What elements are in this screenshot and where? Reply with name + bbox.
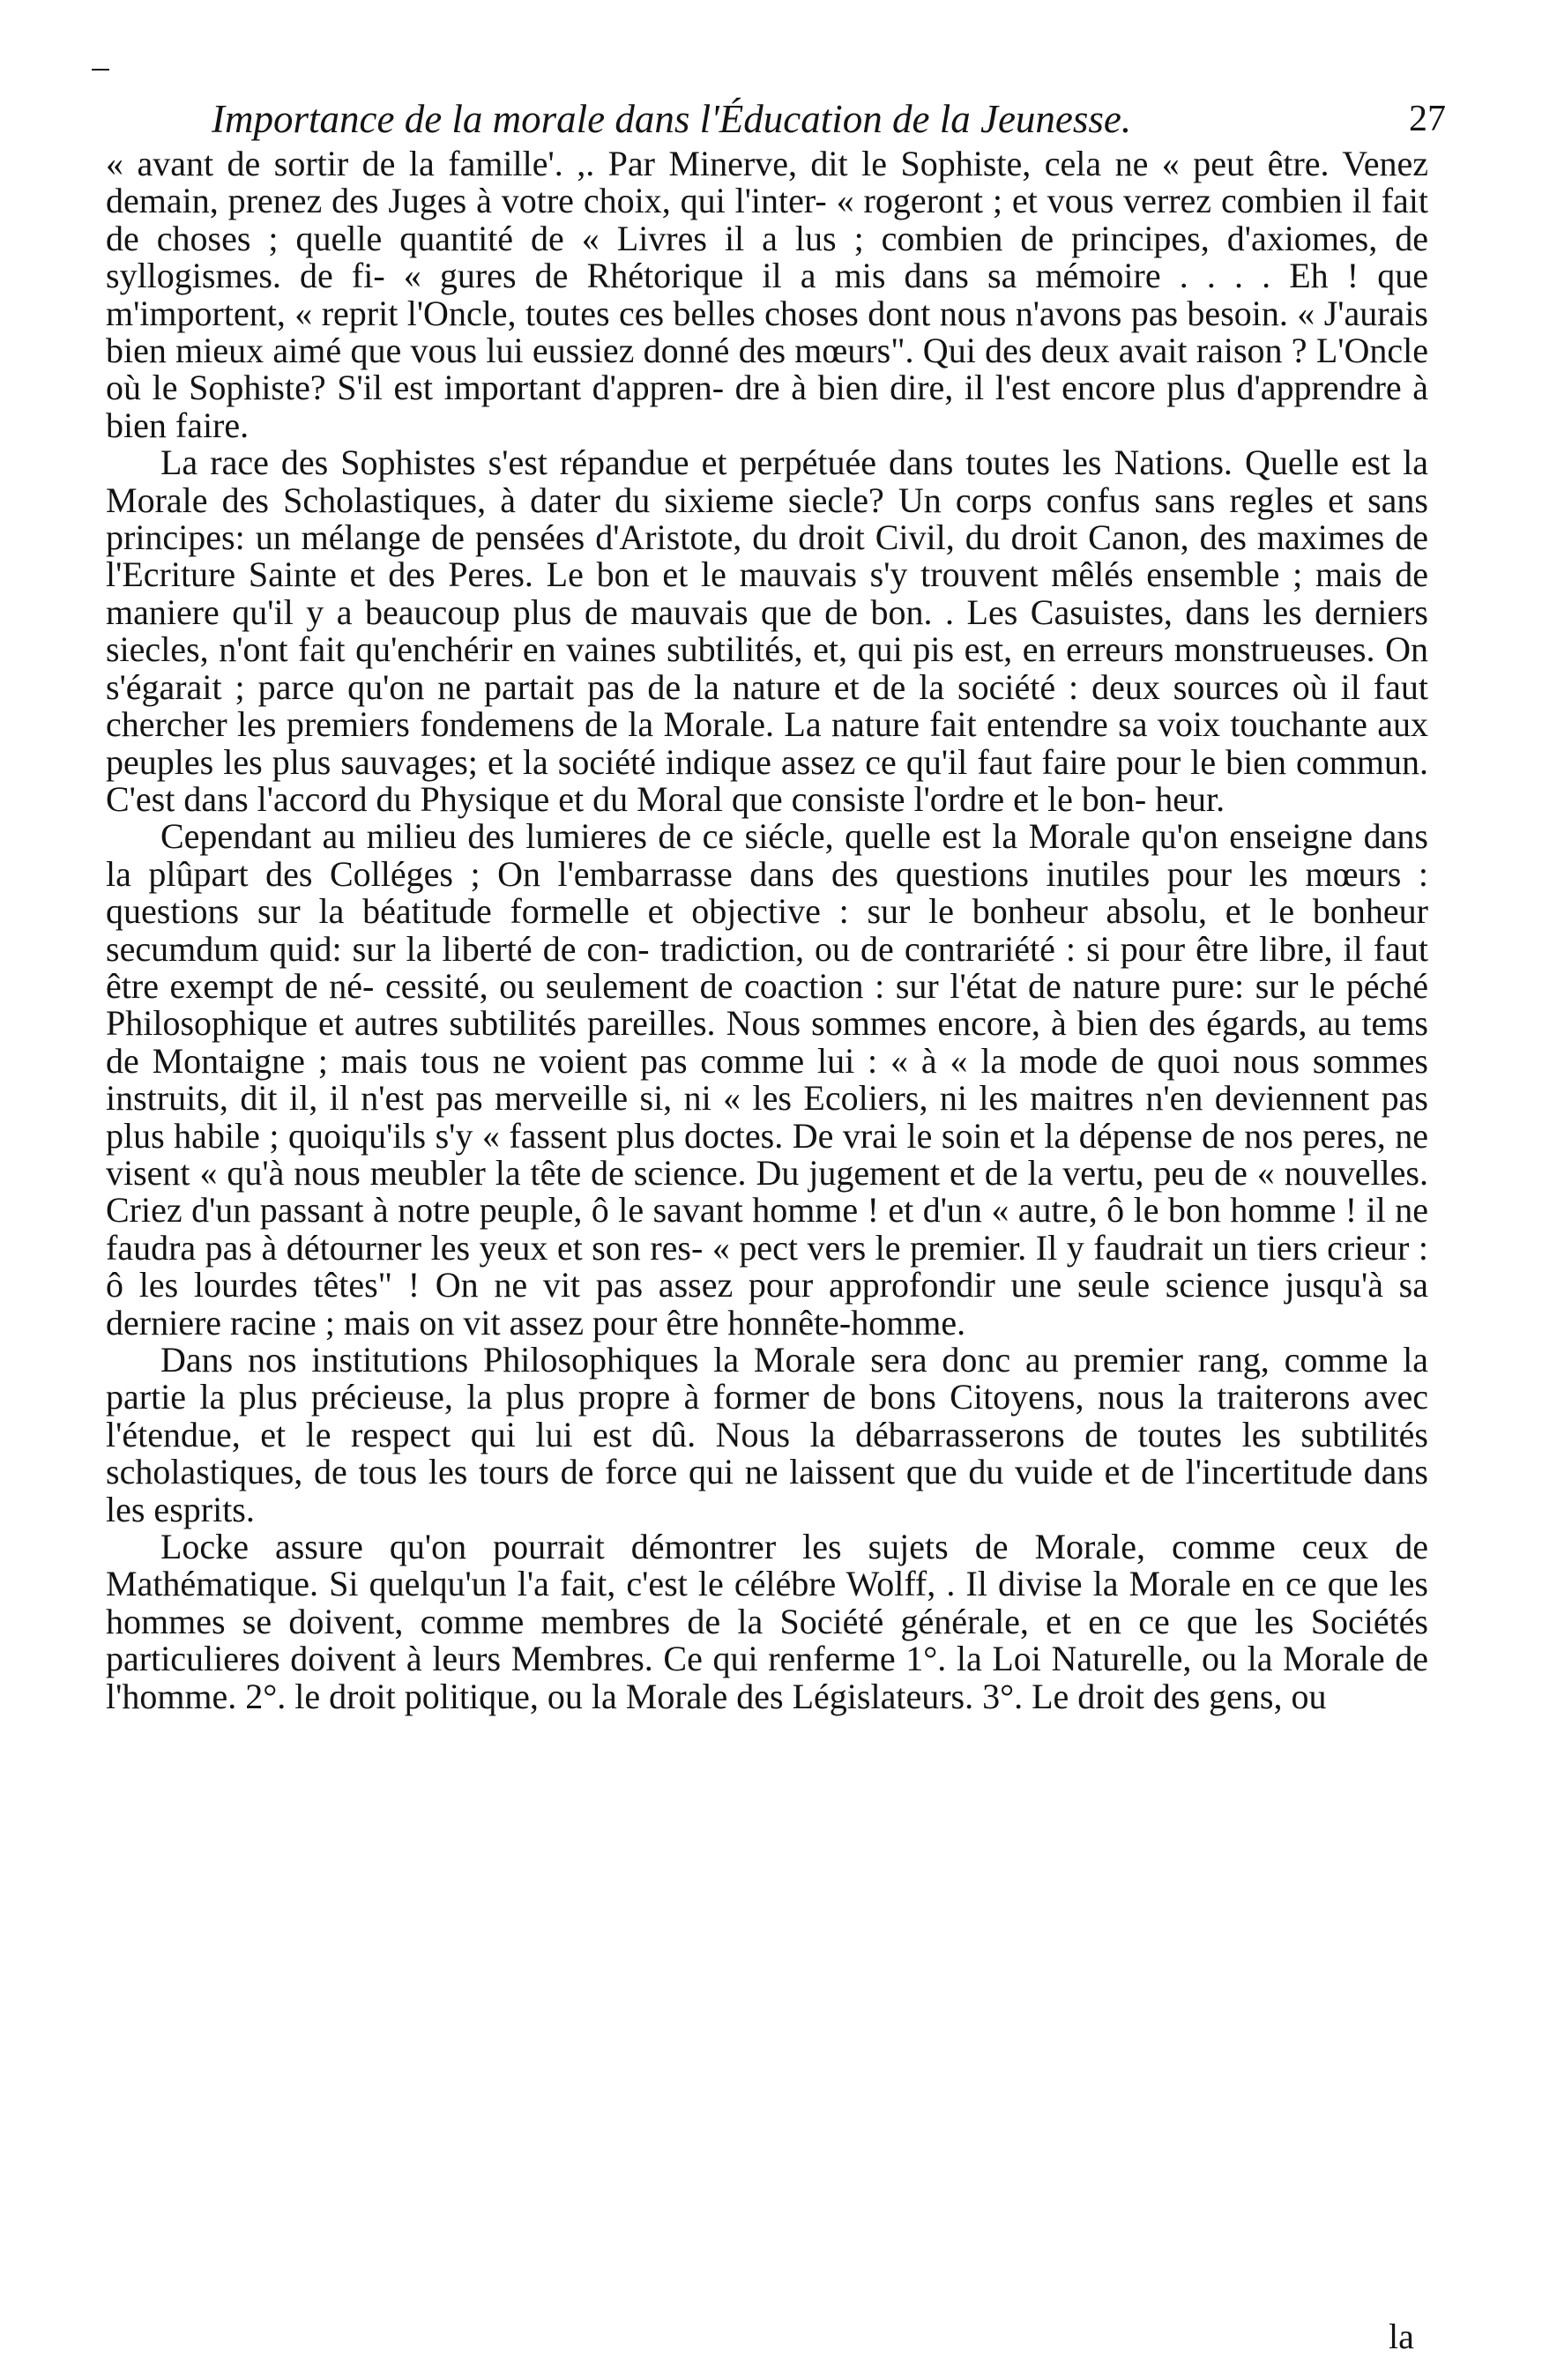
body-text [106, 145, 1428, 1715]
running-header [212, 88, 1446, 150]
margin-mark [92, 69, 109, 71]
paragraph-sophistes: La race des Sophistes s'est répandue et perpétuée dans toutes les Nations. Quelle est la Morale des Scholastiques, à dater du sixieme siecle? Un corps confus sans regles et sans principes: un mélange de pensées d'Aristote, du droit Civil, du droit Canon, des maximes de l'Ecriture Sainte et des Peres. Le bon et le mauvais s'y trouvent mêlés ensemble ; mais de maniere qu'il y a beaucoup plus de mauvais que de bon. . Les Casuistes, dans les derniers siecles, n'ont fait qu'enchérir en vaines subtilités, et, qui pis est, en erreurs monstrueuses. On s'égarait ; parce qu'on ne partait pas de la nature et de la société : deux sources où il faut chercher les premiers fondemens de la Morale. La nature fait entendre sa voix touchante aux peuples les plus sauvages; et la société indique assez ce qu'il faut faire pour le bien commun. C'est dans l'accord du Physique et du Moral que consiste l'ordre et le bon- heur. [106, 443, 1428, 819]
paragraph-locke: Locke assure qu'on pourrait démontrer les sujets de Morale, comme ceux de Mathématique. Si quelqu'un l'a fait, c'est le célébre Wolff, . Il divise la Morale en ce que les hommes se doivent, comme membres de la Société générale, et en ce que les Sociétés particulieres doivent à leurs Membres. Ce qui renferme 1°. la Loi Naturelle, ou la Morale de l'homme. 2°. le droit politique, ou la Morale des Législateurs. 3°. Le droit des gens, ou [106, 1527, 1428, 1716]
paragraph-colleges: Cependant au milieu des lumieres de ce siécle, quelle est la Morale qu'on enseigne dans la plûpart des Colléges ; On l'embarrasse dans des questions inutiles pour les mœurs : questions sur la béatitude formelle et objective : sur le bonheur absolu, et le bonheur secumdum quid: sur la liberté de con- tradiction, ou de contrariété : si pour être libre, il faut être exempt de né- cessité, ou seulement de coaction : sur l'état de nature pure: sur le péché Philosophique et autres subtilités pareilles. Nous sommes encore, à bien des égards, au tems de Montaigne ; mais tous ne voient pas comme lui : « à « la mode de quoi nous sommes instruits, dit il, il n'est pas merveille si, ni « les Ecoliers, ni les maitres n'en deviennent pas plus habile ; quoiqu'ils s'y « fassent plus doctes. De vrai le soin et la dépense de nos peres, ne visent « qu'à nous meubler la tête de science. Du jugement et de la vertu, peu de « nouvelles. Criez d'un passant à notre peuple, ô le savant homme ! et d'un « autre, ô le bon homme ! il ne faudra pas à détourner les yeux et son res- « pect vers le premier. Il y faudrait un tiers crieur : ô les lourdes têtes" ! On ne vit pas assez pour approfondir une seule science jusqu'à sa derniere racine ; mais on vit assez pour être honnête-homme. [106, 816, 1428, 1342]
catchword: la [1389, 2317, 1414, 2356]
running-title: Importance de la morale dans l'Éducation de la Jeunesse. [212, 97, 1132, 141]
paragraph-quote-continuation: « avant de sortir de la famille'. ,. Par Minerve, dit le Sophiste, cela ne « peut être. Venez demain, prenez des Juges à votre choix, qui l'inter- « rogeront ; et vous verrez combien il fait de choses ; quelle quantité de « Livres il a lus ; combien de principes, d'axiomes, de syllogismes. de fi- « gures de Rhétorique il a mis dans sa mémoire . . . . Eh ! que m'importent, « reprit l'Oncle, toutes ces belles choses dont nous n'avons pas besoin. « J'aurais bien mieux aimé que vous lui eussiez donné des mœurs". Qui des deux avait raison ? L'Oncle où le Sophiste? S'il est important d'appren- dre à bien dire, il l'est encore plus d'apprendre à bien faire. [106, 144, 1428, 445]
paragraph-institutions: Dans nos institutions Philosophiques la Morale sera donc au premier rang, comme la partie la plus précieuse, la plus propre à former de bons Citoyens, nous la traiterons avec l'étendue, et le respect qui lui est dû. Nous la débarrasserons de toutes les subtilités scholastiques, de tous les tours de force qui ne laissent que du vuide et de l'incertitude dans les esprits. [106, 1340, 1428, 1529]
page-number: 27 [1409, 99, 1446, 139]
